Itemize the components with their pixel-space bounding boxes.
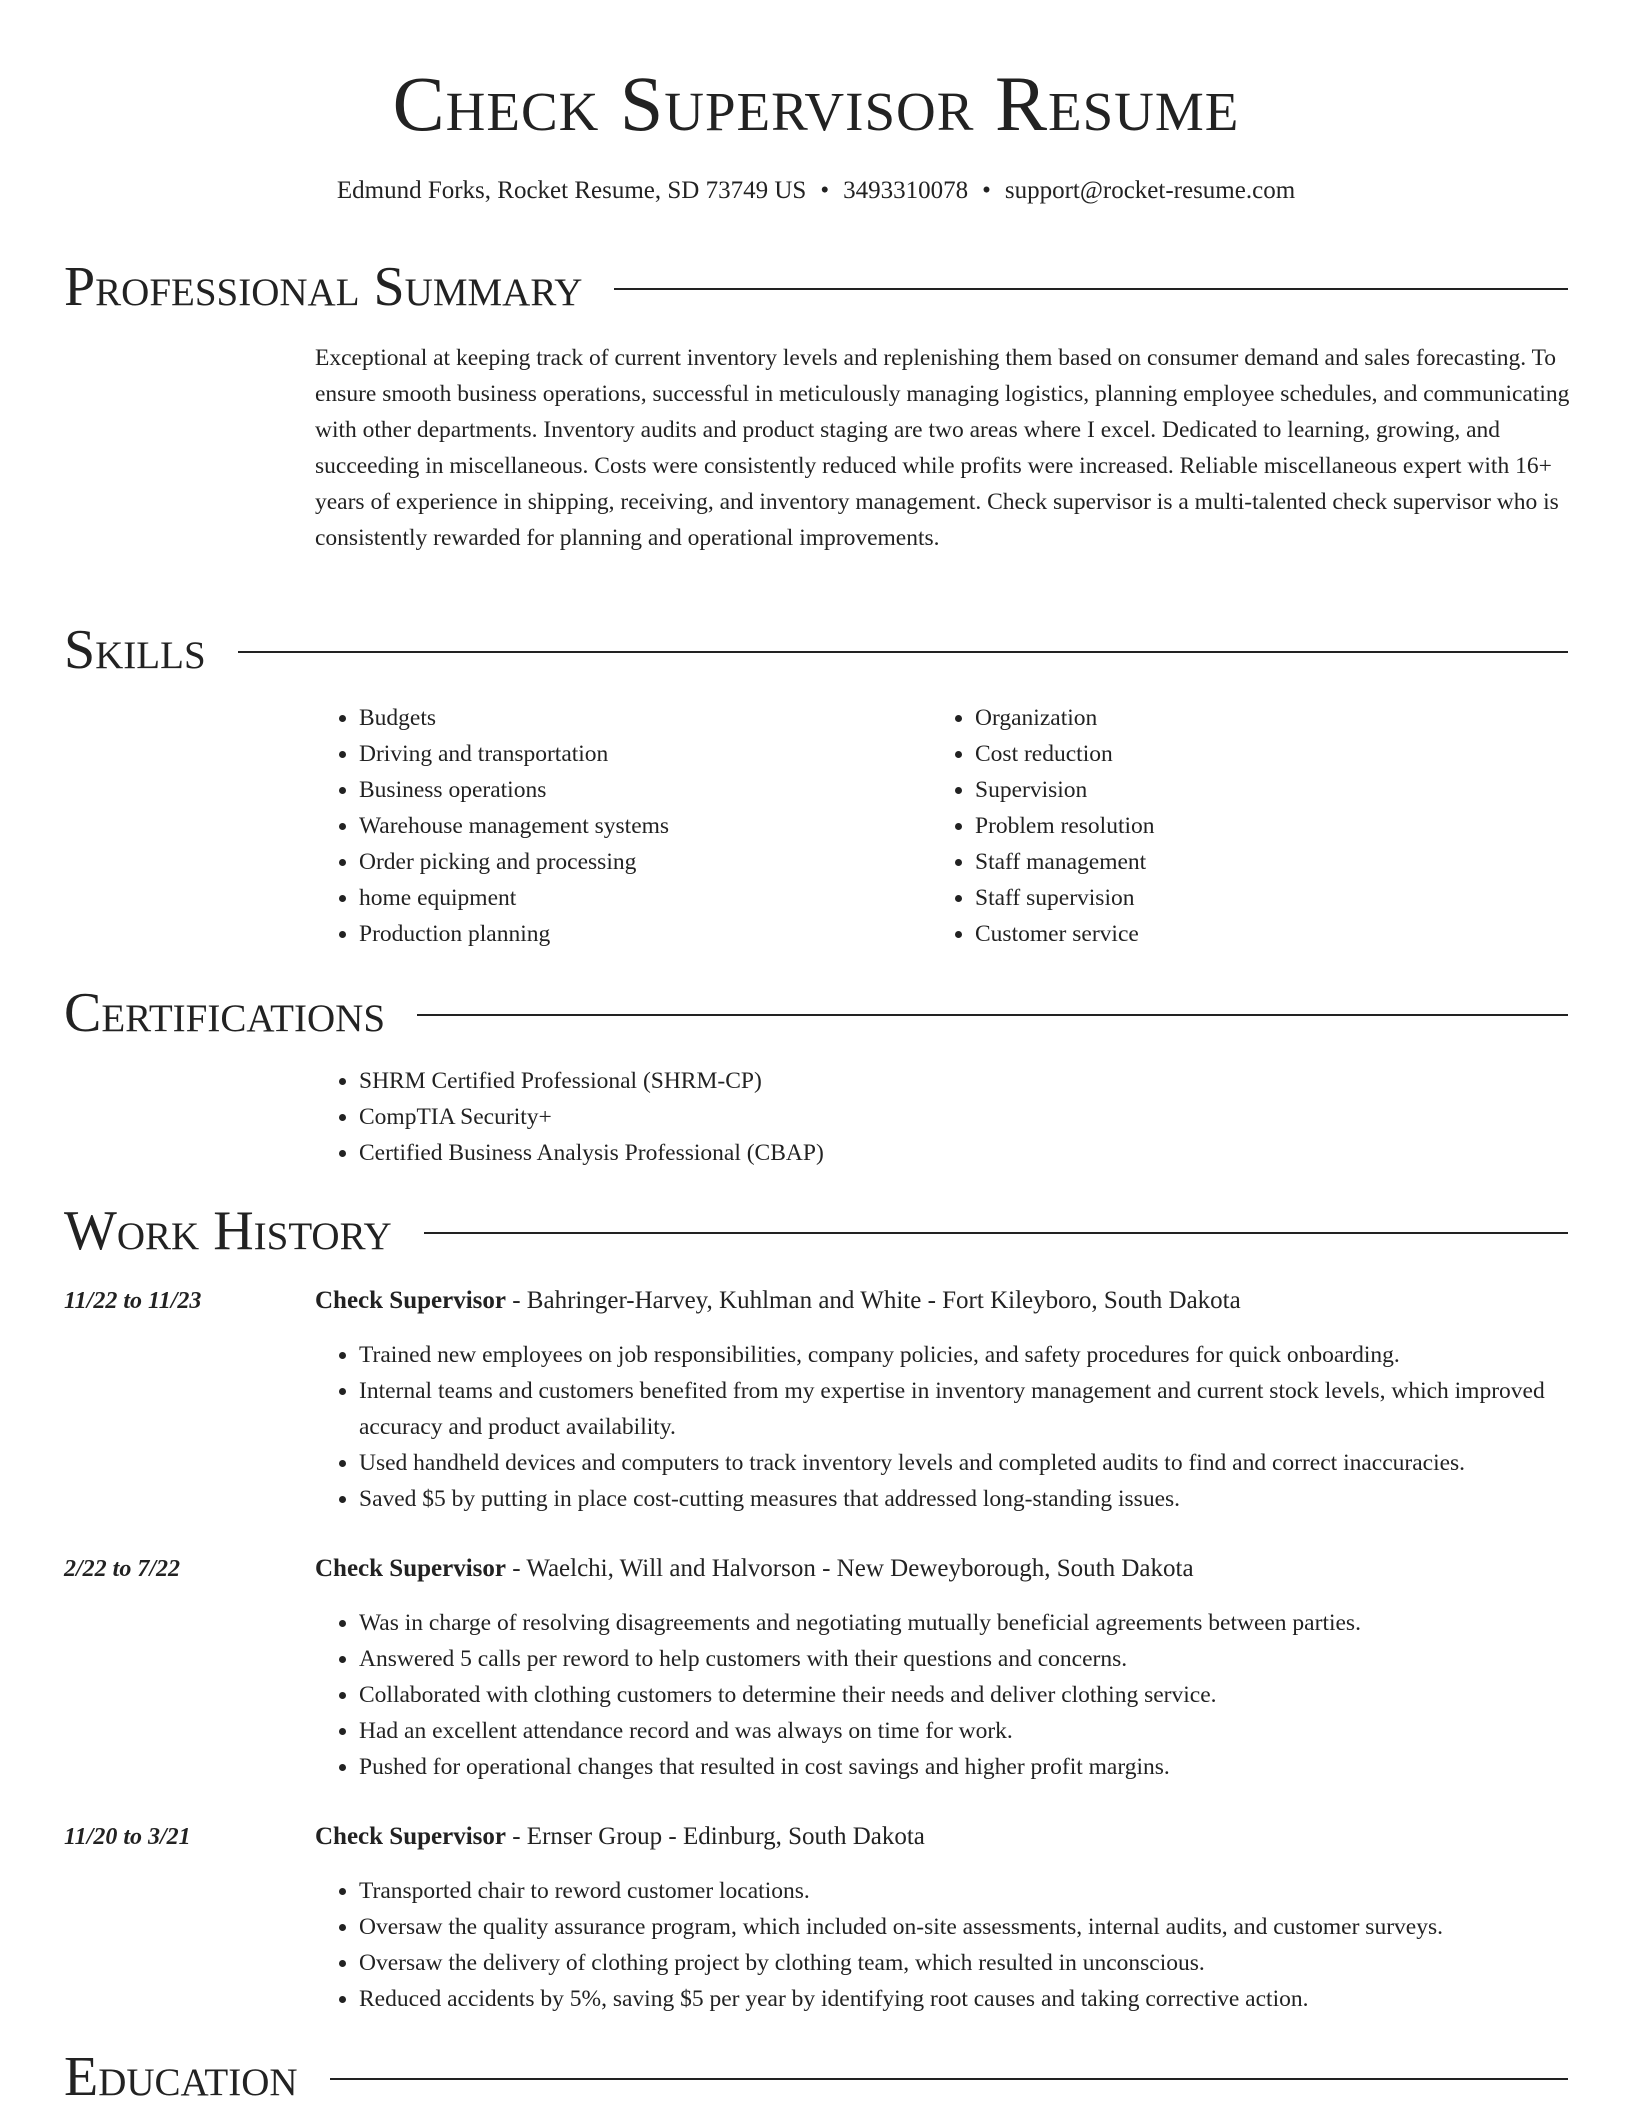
job-role: Check Supervisor <box>315 1555 506 1582</box>
certification-item: • SHRM Certified Professional (SHRM-CP) <box>359 1063 1515 1099</box>
section-rule <box>614 288 1568 290</box>
job-role: Check Supervisor <box>315 1823 506 1850</box>
section-title-summary: Professional Summary <box>64 256 583 318</box>
skills-column-right <box>931 700 1531 952</box>
skill-item: • Supervision <box>975 772 1531 808</box>
skill-item: • Customer service <box>975 916 1531 952</box>
job-bullet: • Transported chair to reword customer locations. <box>359 1873 1568 1909</box>
separator-dot: • <box>982 177 991 204</box>
job-bullet: • Pushed for operational changes that resulted in cost savings and higher profit margins. <box>359 1749 1568 1785</box>
section-title-certifications: Certifications <box>64 982 386 1044</box>
job-bullets <box>315 1873 1568 2017</box>
section-title-education: Education <box>64 2046 298 2108</box>
contact-line <box>0 176 1632 206</box>
skill-item: • Cost reduction <box>975 736 1531 772</box>
job-bullet: • Internal teams and customers benefited from my expertise in inventory management and current stock levels, which improved accuracy and product availability. <box>359 1373 1568 1445</box>
job-bullet: • Collaborated with clothing customers to determine their needs and deliver clothing service. <box>359 1677 1568 1713</box>
job-bullets <box>315 1605 1568 1785</box>
summary-section-header <box>64 252 1568 322</box>
summary-text: Exceptional at keeping track of current inventory levels and replenishing them based on consumer demand and sales forecasting. To ensure smooth business operations, successful in meticulously managing logistics, planning employee schedules, and communicating with other departments. Inventory audits and product staging are two areas where I excel. Dedicated to learning, growing, and succeeding in miscellaneous. Costs were consistently reduced while profits were increased. Reliable miscellaneous expert with 16+ years of experience in shipping, receiving, and inventory management. Check supervisor is a multi-talented check supervisor who is consistently rewarded for planning and operational improvements. <box>315 345 1570 551</box>
job-bullet: • Answered 5 calls per reword to help customers with their questions and concerns. <box>359 1641 1568 1677</box>
separator-dot: • <box>820 177 830 204</box>
job-dates: 11/20 to 3/21 <box>64 1824 191 1850</box>
section-rule <box>238 651 1568 653</box>
job-bullet: • Used handheld devices and computers to track inventory levels and completed audits to find and correct inaccuracies. <box>359 1445 1568 1481</box>
skill-item: • Production planning <box>359 916 915 952</box>
job-title-line <box>315 1551 1568 1587</box>
job-dates: 2/22 to 7/22 <box>64 1556 181 1582</box>
work-section-header <box>64 1196 1568 1266</box>
certifications-section-header <box>64 978 1568 1048</box>
section-rule <box>417 1014 1568 1016</box>
address: Edmund Forks, Rocket Resume, SD 73749 US <box>336 177 807 204</box>
education-section-header <box>64 2042 1568 2112</box>
job-employer: - Bahringer-Harvey, Kuhlman and White - Fort Kileyboro, South Dakota <box>505 1287 1241 1314</box>
job-bullet: • Reduced accidents by 5%, saving $5 per year by identifying root causes and taking corrective action. <box>359 1981 1568 2017</box>
job-bullet: • Oversaw the delivery of clothing project by clothing team, which resulted in unconscious. <box>359 1945 1568 1981</box>
certifications-list <box>315 1063 1515 1171</box>
skill-item: • Organization <box>975 700 1531 736</box>
job-title-line <box>315 1819 1568 1855</box>
skill-item: • Driving and transportation <box>359 736 915 772</box>
skills-section-header <box>64 615 1568 685</box>
job-title-line <box>315 1283 1568 1319</box>
job-bullet: • Saved $5 by putting in place cost-cutting measures that addressed long-standing issues. <box>359 1481 1568 1517</box>
job-employer: - Ernser Group - Edinburg, South Dakota <box>505 1823 925 1850</box>
section-rule <box>424 1232 1568 1234</box>
certification-item: • Certified Business Analysis Professional (CBAP) <box>359 1135 1515 1171</box>
job-employer: - Waelchi, Will and Halvorson - New Deweyborough, South Dakota <box>505 1555 1194 1582</box>
email: support@rocket-resume.com <box>1004 177 1296 204</box>
skill-item: • Warehouse management systems <box>359 808 915 844</box>
phone: 3493310078 <box>843 177 969 204</box>
job-role: Check Supervisor <box>315 1287 506 1314</box>
skill-item: • home equipment <box>359 880 915 916</box>
job-bullet: • Had an excellent attendance record and was always on time for work. <box>359 1713 1568 1749</box>
section-title-work-history: Work History <box>64 1200 392 1262</box>
skill-item: • Order picking and processing <box>359 844 915 880</box>
skill-item: • Staff management <box>975 844 1531 880</box>
job-bullet: • Oversaw the quality assurance program, which included on-site assessments, internal audits, and customer surveys. <box>359 1909 1568 1945</box>
resume-title: Check Supervisor Resume <box>392 60 1240 147</box>
job-dates: 11/22 to 11/23 <box>64 1288 202 1314</box>
job-bullet: • Was in charge of resolving disagreements and negotiating mutually beneficial agreements between parties. <box>359 1605 1568 1641</box>
certification-item: • CompTIA Security+ <box>359 1099 1515 1135</box>
skills-column-left <box>315 700 915 952</box>
skill-item: • Budgets <box>359 700 915 736</box>
section-rule <box>330 2078 1568 2080</box>
skill-item: • Problem resolution <box>975 808 1531 844</box>
skill-item: • Business operations <box>359 772 915 808</box>
job-bullets <box>315 1337 1568 1517</box>
job-bullet: • Trained new employees on job responsibilities, company policies, and safety procedures for quick onboarding. <box>359 1337 1568 1373</box>
section-title-skills: Skills <box>64 619 206 681</box>
skill-item: • Staff supervision <box>975 880 1531 916</box>
